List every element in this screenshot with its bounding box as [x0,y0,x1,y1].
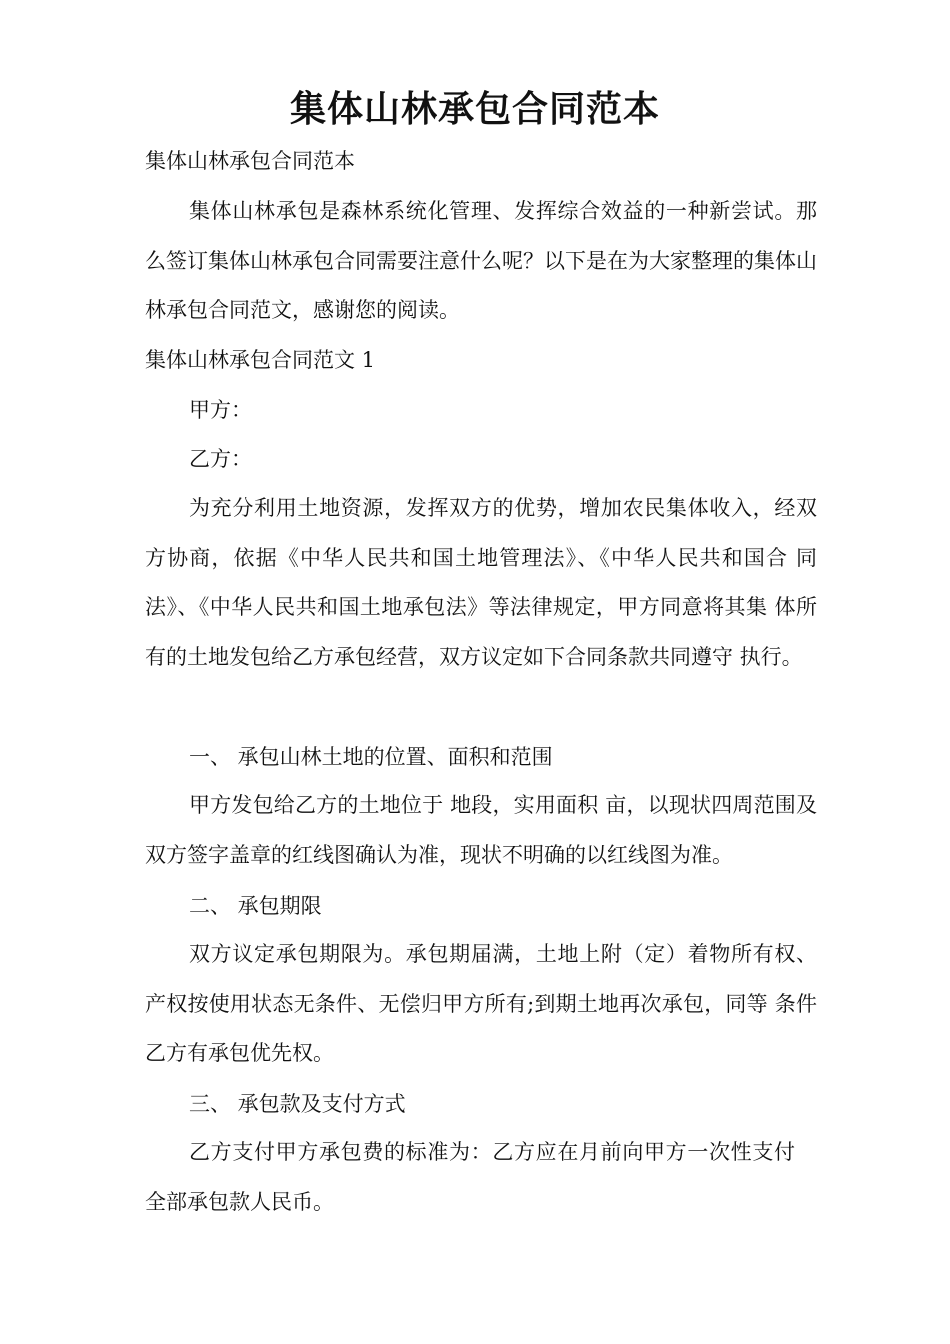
clause-2-body: 双方议定承包期限为。承包期届满，土地上附（定）着物所有权、 产权按使用状态无条件、无偿归甲方所有;到期土地再次承包，同等 条件乙方有承包优先权。 [145,942,817,1065]
party-b-label: 乙方： [189,447,252,471]
clause-2-heading: 二、 承包期限 [189,894,322,918]
section-heading: 集体山林承包合同范文 1 [145,348,376,372]
party-a-label: 甲方： [189,398,252,422]
clause-3-heading: 三、 承包款及支付方式 [189,1092,406,1116]
preamble-paragraph: 为充分利用土地资源，发挥双方的优势，增加农民集体收入，经双方协商，依据《中华人民共和国土地管理法》、《中华人民共和国合 同法》、《中华人民共和国土地承包法》等法律规定，甲方同意将其集 体所有的土地发包给乙方承包经营，双方议定如下合同条款共同遵守 执行。 [145,496,817,669]
document-subtitle: 集体山林承包合同范本 [145,149,355,173]
document-title: 集体山林承包合同范本 [289,88,660,130]
clause-1-body: 甲方发包给乙方的土地位于 地段，实用面积 亩，以现状四周范围及双方签字盖章的红线图确认为准，现状不明确的以红线图为准。 [145,793,817,867]
clause-3-body: 乙方支付甲方承包费的标准为：乙方应在月前向甲方一次性支付全部承包款人民币。 [145,1140,795,1214]
clause-1-heading: 一、 承包山林土地的位置、面积和范围 [189,745,553,769]
intro-paragraph: 集体山林承包是森林系统化管理、发挥综合效益的一种新尝试。那么签订集体山林承包合同需要注意什么呢？以下是在为大家整理的集体山林承包合同范文，感谢您的阅读。 [145,199,817,322]
